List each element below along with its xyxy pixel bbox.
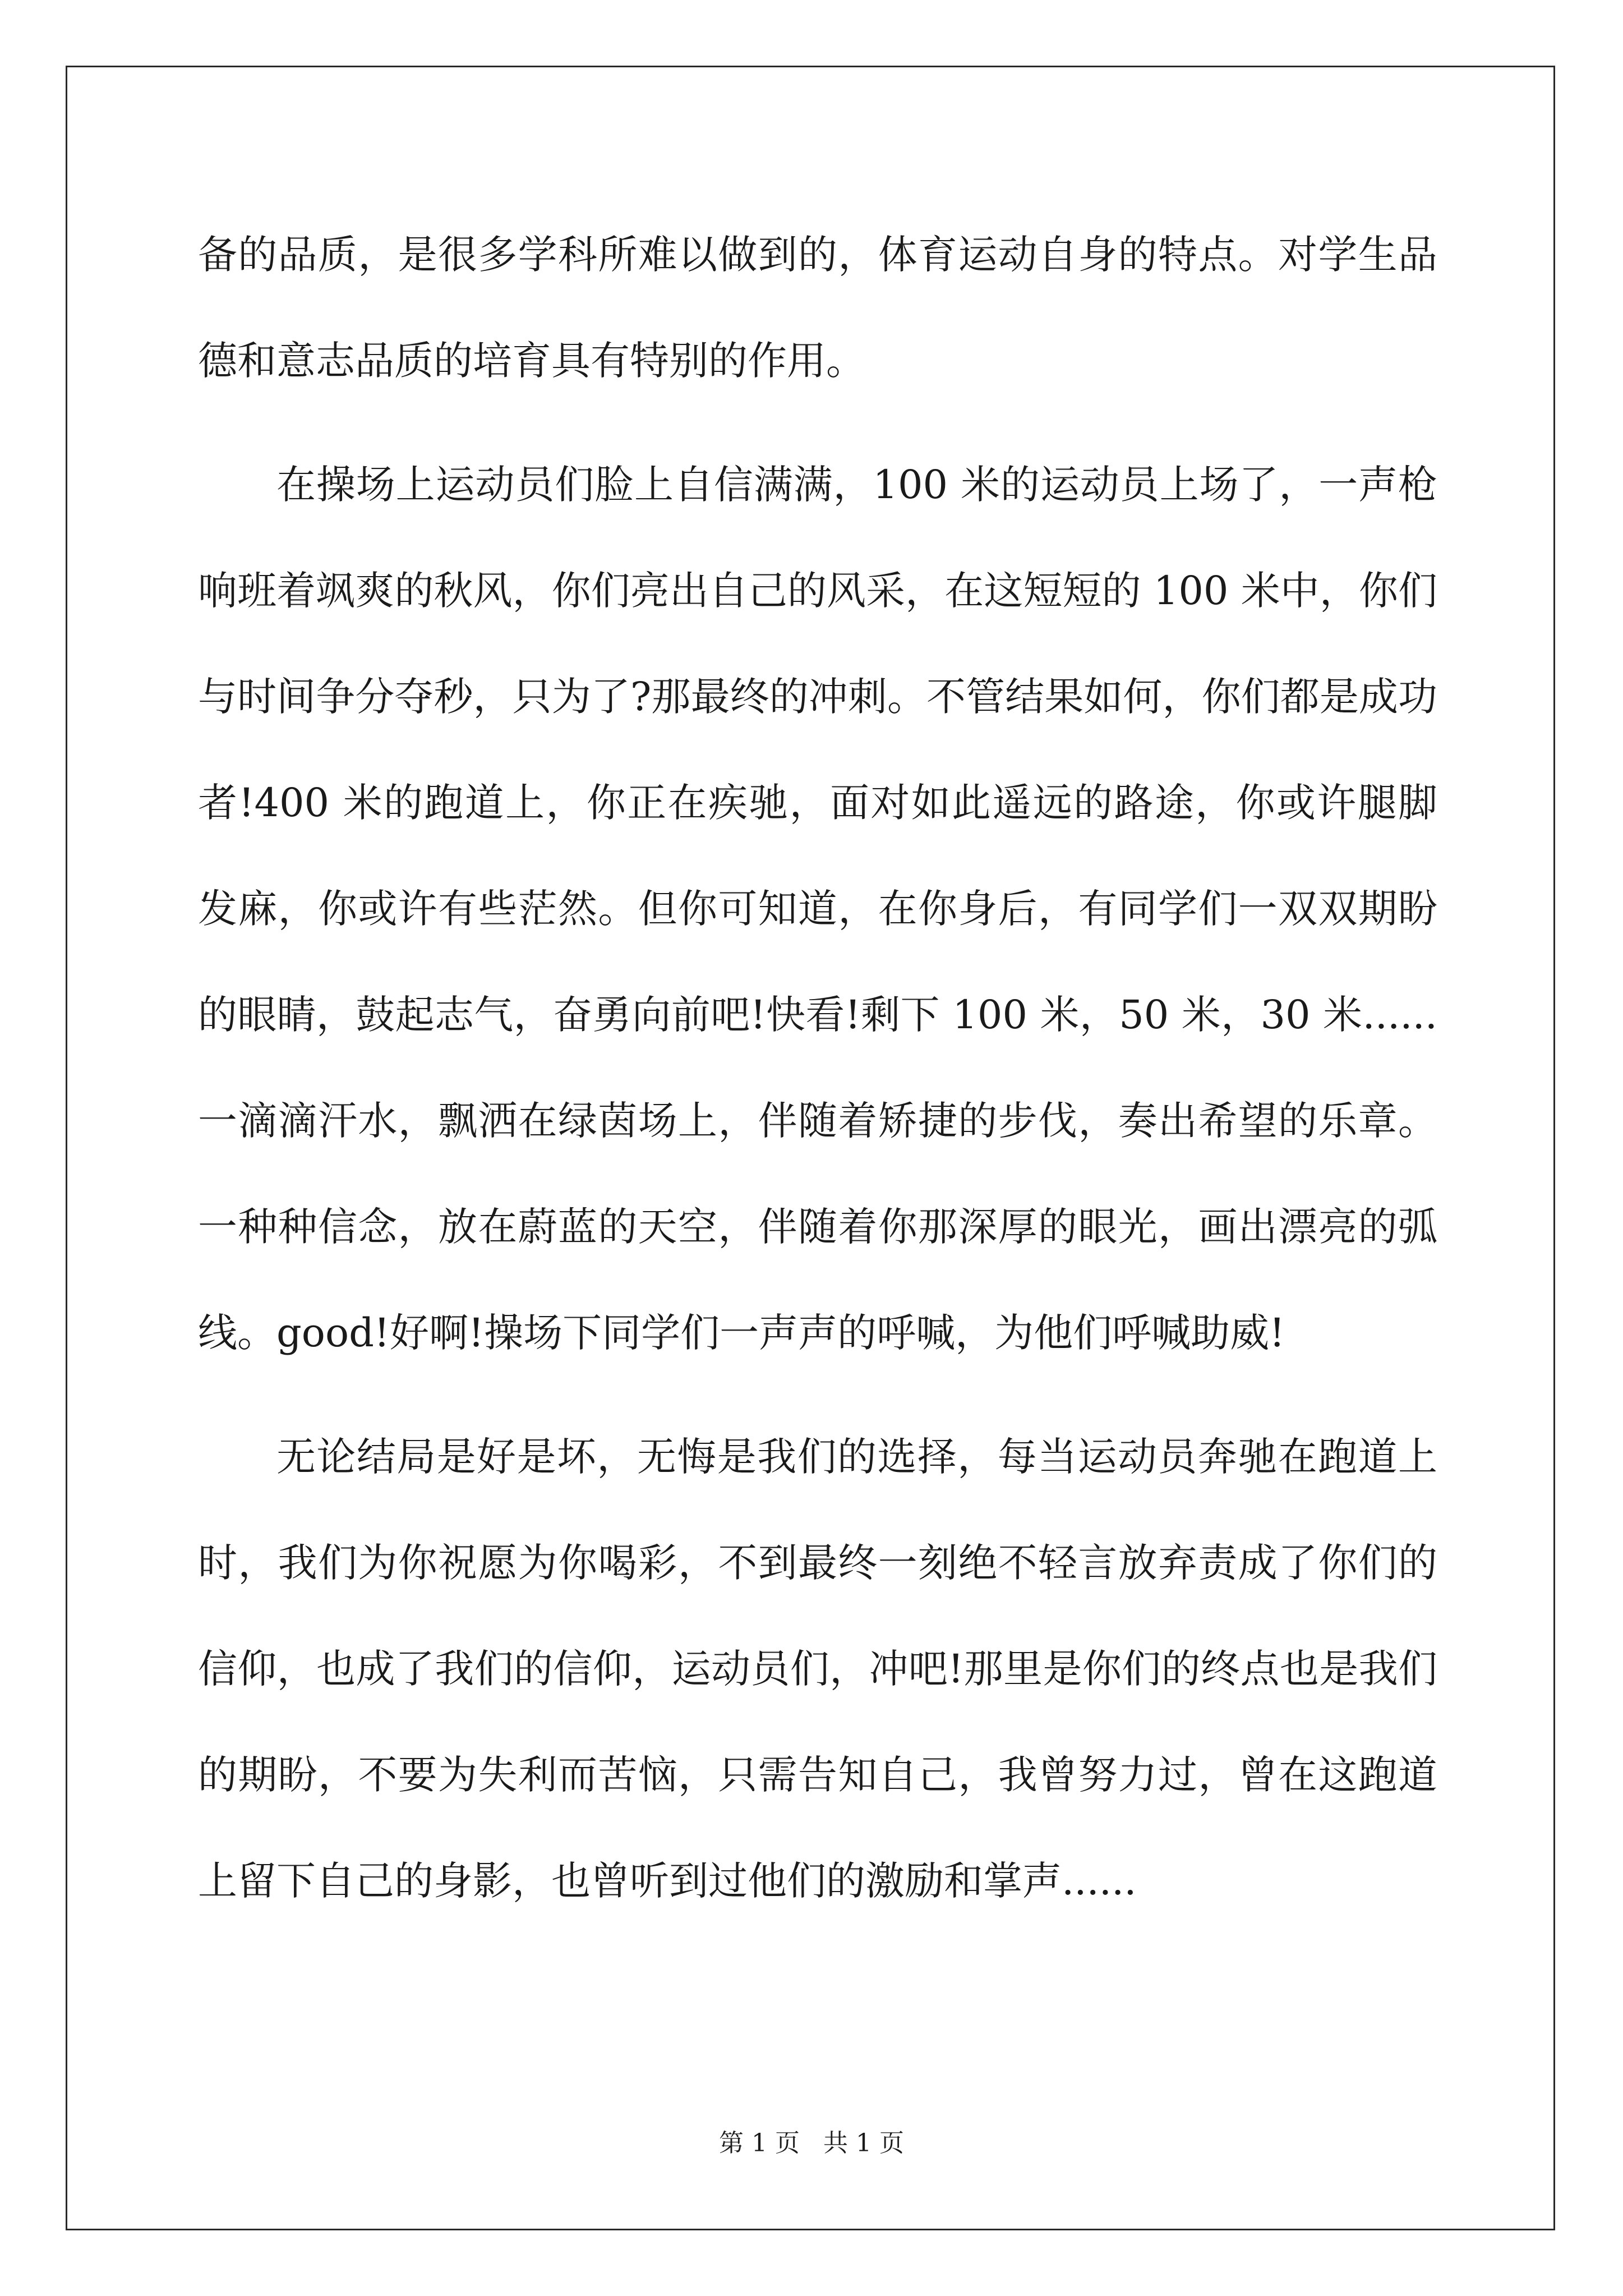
- paragraph-2: 在操场上运动员们脸上自信满满，100 米的运动员上场了，一声枪响班着飒爽的秋风，你们亮出自己的风采，在这短短的 100 米中，你们与时间争分夺秒，只为了?那最终的冲刺。不管结果如何，你们都是成功者!400 米的跑道上，你正在疾驰，面对如此遥远的路途，你或许腿脚发麻，你或许有些茫然。但你可知道，在你身后，有同学们一双双期盼的眼睛，鼓起志气，奋勇向前吧!快看!剩下 100 米，50 米，30 米......一滴滴汗水，飘洒在绿茵场上，伴随着矫捷的步伐，奏出希望的乐章。一种种信念，放在蔚蓝的天空，伴随着你那深厚的眼光，画出漂亮的弧线。good!好啊!操场下同学们一声声的呼喊，为他们呼喊助威!: [198, 462, 1437, 1356]
- paragraph-1: 备的品质，是很多学科所难以做到的，体育运动自身的特点。对学生品德和意志品质的培育具有特别的作用。: [198, 232, 1437, 384]
- document-body: [198, 202, 1437, 1952]
- page-number: 第 1 页: [719, 2129, 800, 2157]
- paragraph-3: 无论结局是好是坏，无悔是我们的选择，每当运动员奔驰在跑道上时，我们为你祝愿为你喝彩，不到最终一刻绝不轻言放弃责成了你们的信仰，也成了我们的信仰，运动员们，冲吧!那里是你们的终点也是我们的期盼，不要为失利而苦恼，只需告知自己，我曾努力过，曾在这跑道上留下自己的身影，也曾听到过他们的激励和掌声......: [198, 1434, 1437, 1904]
- page-total: 共 1 页: [823, 2129, 904, 2157]
- page-footer: [0, 2123, 1623, 2159]
